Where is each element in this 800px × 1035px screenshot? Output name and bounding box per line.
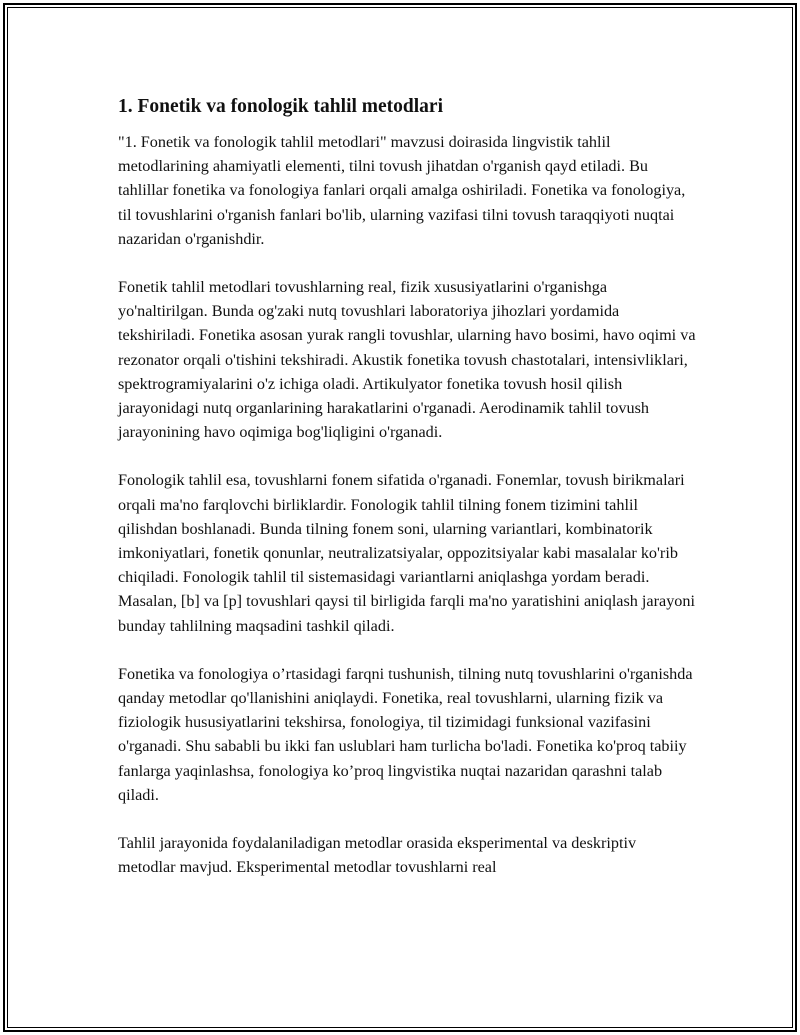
paragraph-phonetic-analysis: Fonetik tahlil metodlari tovushlarning real, fizik xususiyatlarini o'rganishga yo'naltirilgan. Bunda og'zaki nutq tovushlari laboratoriya jihozlari yordamida tekshiriladi. Fonetika asosan yurak rangli tovushlar, ularning havo bosimi, havo oqimi va rezonator orqali o'tishini tekshiradi. Akustik fonetika tovush chastotalari, intensivliklari, spektrogramiyalarini o'z ichiga oladi. Artikulyator fonetika tovush hosil qilish jarayonidagi nutq organlarining harakatlarini o'rganadi. Aerodinamik tahlil tovush jarayonining havo oqimiga bog'liqligini o'rganadi. [118,278,696,442]
paragraph-phonological-analysis: Fonologik tahlil esa, tovushlarni fonem sifatida o'rganadi. Fonemlar, tovush birikmalari orqali ma'no farqlovchi birliklardir. Fonologik tahlil tilning fonem tizimini tahlil qilishdan boshlanadi. Bunda tilning fonem soni, ularning variantlari, kombinatorik imkoniyatlari, fonetik qonunlar, neutralizatsiyalar, oppozitsiyalar kabi masalalar ko'rib chiqiladi. Fonologik tahlil til sistemasidagi variantlarni aniqlashga yordam beradi. Masalan, [b] va [p] tovushlari qaysi til birligida farqli ma'no yaratishini aniqlash jarayoni bunday tahlilning maqsadini tashkil qiladi. [118,471,695,635]
document-title: 1. Fonetik va fonologik tahlil metodlari [118,96,444,117]
paragraph-intro: "1. Fonetik va fonologik tahlil metodlari" mavzusi doirasida lingvistik tahlil metodlarining ahamiyatli elementi, tilni tovush jihatdan o'rganish qayd etiladi. Bu tahlillar fonetika va fonologiya fanlari orqali amalga oshiriladi. Fonetika va fonologiya, til tovushlarini o'rganish fanlari bo'lib, ularning vazifasi tilni tovush taraqqiyoti nuqtai nazaridan o'rganishdir. [118,133,686,248]
paragraph-methods: Tahlil jarayonida foydalaniladigan metodlar orasida eksperimental va deskriptiv metodlar mavjud. Eksperimental metodlar tovushlarni real [118,834,637,877]
paragraph-difference: Fonetika va fonologiya o’rtasidagi farqni tushunish, tilning nutq tovushlarini o'rganishda qanday metodlar qo'llanishini aniqlaydi. Fonetika, real tovushlarni, ularning fizik va fiziologik hususiyatlarini tekshirsa, fonologiya, til tizimidagi funksional vazifasini o'rganadi. Shu sababli bu ikki fan uslublari ham turlicha bo'ladi. Fonetika ko'proq tabiiy fanlarga yaqinlashsa, fonologiya ko’proq lingvistika nuqtai nazaridan qarashni talab qiladi. [118,664,693,804]
document-body [118,94,696,903]
